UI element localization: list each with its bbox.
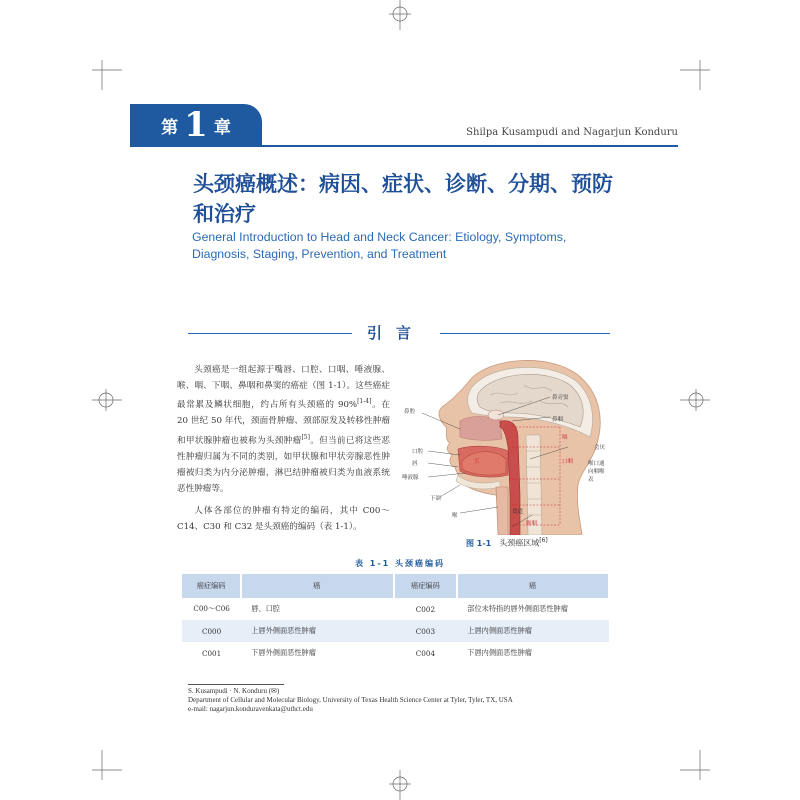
figure-number: 图 1-1 xyxy=(466,538,492,548)
corner-mark-bl xyxy=(92,740,132,780)
table-title: 表 1-1 头颈癌编码 xyxy=(354,559,446,568)
spine xyxy=(526,435,542,535)
crop-mark-bottom xyxy=(385,770,415,800)
label-nasopharynx: 鼻咽 xyxy=(552,417,564,423)
chapter-tab xyxy=(130,104,262,146)
section-rule-left xyxy=(188,333,352,334)
table-row xyxy=(182,620,609,642)
label-pharynx: 咽 xyxy=(562,435,568,441)
table-cell: 唇、口腔 xyxy=(251,604,280,613)
label-tongue: 舌 xyxy=(474,459,480,465)
title-en-line1: General Introduction to Head and Neck Cancer: Etiology, Symptoms, xyxy=(192,230,567,244)
reference-mark: [6] xyxy=(539,537,548,544)
para1-text-c: 。但当前已将这些恶性肿瘤归属为不同的类别，如甲状腺和甲状旁腺恶性肿瘤被归类为内分泌肿瘤，淋巴结肿瘤被归类为血液系统恶性肿瘤等。 xyxy=(177,435,390,495)
footnote-email[interactable]: e-mail: nagarjun.konduravenkata@uthct.edu xyxy=(188,705,313,713)
table-cell: 上唇内侧面恶性肿瘤 xyxy=(457,620,609,642)
table-header-cell: 癌 xyxy=(457,574,609,598)
cancer-code-table xyxy=(182,574,610,664)
label-larynx: 喉 xyxy=(452,513,458,519)
label-epiglottis-a: 会厌 xyxy=(594,445,606,451)
figure-caption xyxy=(466,537,626,549)
label-epiglottis-b: 喉口通 xyxy=(588,461,605,467)
table-cell: C003 xyxy=(394,620,458,642)
section-rule-right xyxy=(440,333,610,334)
larynx xyxy=(496,487,508,535)
table-header-cell: 癌 xyxy=(241,574,393,598)
chapter-title-english xyxy=(192,229,612,263)
figure-caption-text: 头颈癌区域 xyxy=(499,538,540,548)
label-salivary: 唾液腺 xyxy=(402,475,419,481)
crop-mark-right xyxy=(680,385,710,415)
chapter-number: 1 xyxy=(184,105,208,145)
table-header-row xyxy=(182,574,609,598)
label-esophagus: 食道 xyxy=(512,509,524,515)
table-cell: C004 xyxy=(415,648,436,658)
table-cell: C001 xyxy=(201,648,222,658)
label-epiglottis-c: 向咽喉 xyxy=(588,469,605,475)
footnote-authors: S. Kusampudi · N. Konduru (✉) xyxy=(188,687,280,695)
table-cell: 部位未特指的唇外侧面恶性肿瘤 xyxy=(467,604,568,613)
table-row xyxy=(182,598,609,620)
author-footnote xyxy=(188,687,618,714)
table-row xyxy=(182,642,609,664)
crop-mark-left xyxy=(92,385,122,415)
reference-mark: [1-4] xyxy=(357,398,372,406)
title-cn-line2: 和治疗 xyxy=(193,202,256,226)
label-laryngopharynx: 喉咽 xyxy=(526,521,538,527)
corner-mark-br xyxy=(670,740,710,780)
table-header-cell: 癌症编码 xyxy=(394,574,458,598)
para1-text-b: 。在 20 世纪 50 年代，颈面骨肿瘤、颈部原发及转移性肿瘤和甲状腺肿瘤也被称为头颈肿瘤 xyxy=(177,400,390,446)
footnote-affiliation: Department of Cellular and Molecular Biology, University of Texas Health Science Center at Tyler, Tyler, TX, USA xyxy=(188,696,513,704)
title-en-line2: Diagnosis, Staging, Prevention, and Treatment xyxy=(192,247,447,261)
reference-mark: [5] xyxy=(301,433,310,441)
intro-paragraph-1 xyxy=(177,362,390,497)
chapter-suffix: 章 xyxy=(213,117,231,138)
chapter-title-chinese xyxy=(193,169,643,229)
chapter-rule xyxy=(130,145,678,147)
label-lip: 唇 xyxy=(412,461,418,467)
table-cell: 下唇外侧面恶性肿瘤 xyxy=(251,648,316,657)
sinus xyxy=(488,410,504,420)
table-cell: 下唇内侧面恶性肿瘤 xyxy=(467,648,532,657)
label-sinus: 鼻旁窦 xyxy=(552,395,569,401)
running-head-authors: Shilpa Kusampudi and Nagarjun Konduru xyxy=(466,127,678,138)
corner-mark-tr xyxy=(670,60,710,100)
footnote-rule xyxy=(188,684,284,685)
crop-mark-top xyxy=(385,0,415,30)
head-neck-anatomy-figure xyxy=(400,355,620,535)
label-mandible: 下颌 xyxy=(430,496,442,502)
table-cell: 上唇外侧面恶性肿瘤 xyxy=(241,620,393,642)
section-heading: 引言 xyxy=(366,324,425,342)
table-cell: C00～C06 xyxy=(193,604,230,613)
corner-mark-tl xyxy=(92,60,132,100)
intro-paragraph-2: 人体各部位的肿瘤有特定的编码，其中 C00～C14、C30 和 C32 是头颈癌的编码（表 1-1）。 xyxy=(177,506,390,533)
para1-text-a: 头颈癌是一组起源于嘴唇、口腔、口咽、唾液腺、喉、咽、下咽、鼻咽和鼻窦的癌症（图 1-1）。这些癌症最常累及鳞状细胞，约占所有头颈癌的 90% xyxy=(177,365,390,411)
chapter-prefix: 第 xyxy=(161,117,179,138)
table-header-cell: 癌症编码 xyxy=(182,574,241,598)
table-cell: C002 xyxy=(415,604,436,614)
table-cell: C000 xyxy=(182,620,241,642)
label-oral-cavity: 口腔 xyxy=(412,449,424,455)
tongue xyxy=(462,452,506,475)
label-epiglottis-d: 表 xyxy=(588,477,594,483)
title-cn-line1: 头颈癌概述：病因、症状、诊断、分期、预防 xyxy=(193,172,613,196)
label-nasal-cavity: 鼻腔 xyxy=(404,409,416,415)
label-oropharynx: 口咽 xyxy=(562,459,574,465)
